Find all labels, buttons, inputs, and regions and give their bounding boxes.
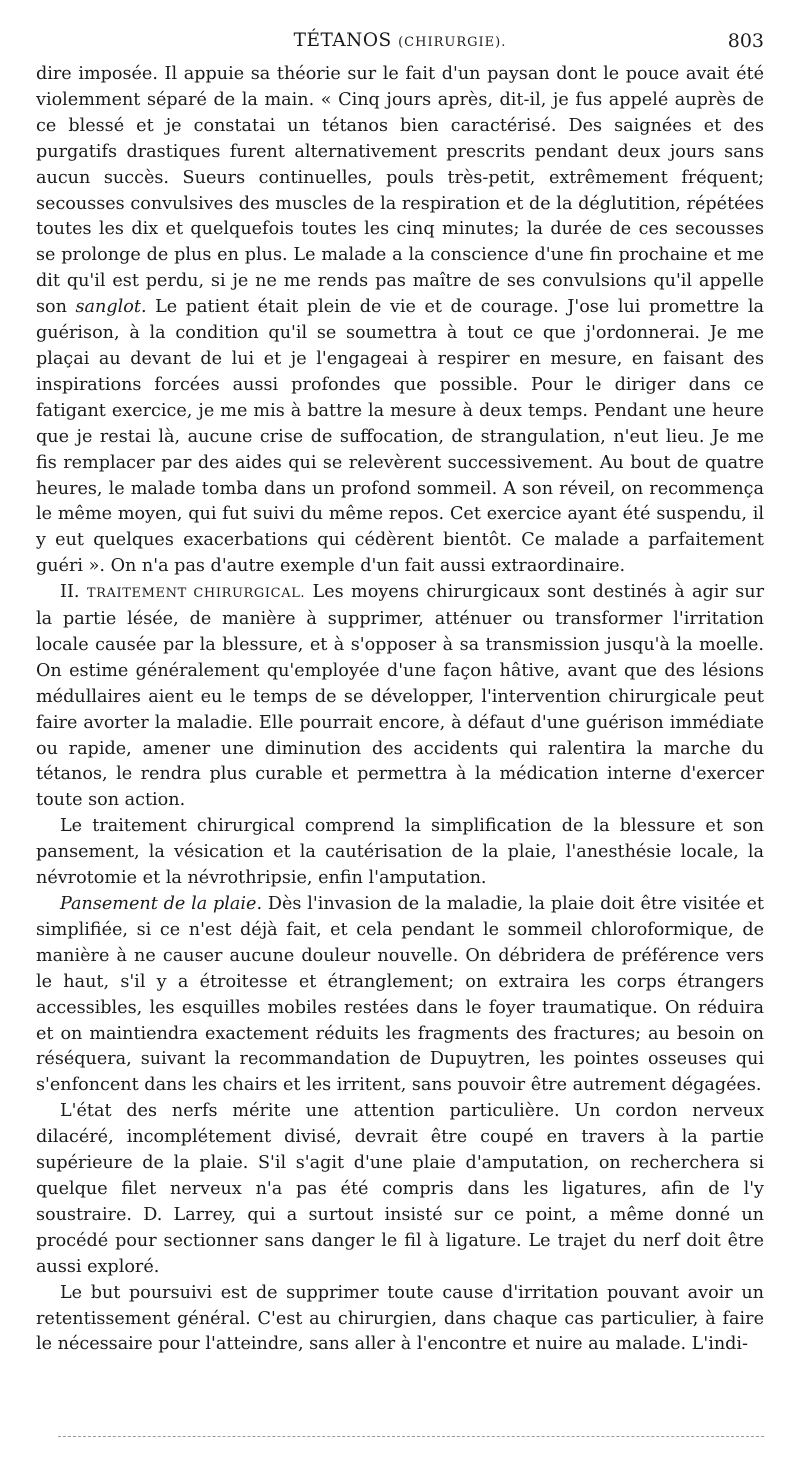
body-text (36, 62, 764, 1358)
paragraph (36, 1281, 764, 1359)
text-run: dire imposée. Il appuie sa théorie sur le fait d'un paysan dont le pouce avait été violemment séparé de la main. « Cinq jours après, dit-il, je fus appelé auprès de ce blessé et je constatai un tétanos bien caractérisé. Des saignées et des purgatifs drastiques furent alternativement prescrits pendant deux jours sans aucun succès. Sueurs continuelles, pouls très-petit, extrêmement fréquent; secousses convulsives des muscles de la respiration et de la déglutition, répétées toutes les dix et quelquefois toutes les cinq minutes; la durée de ces secousses se prolonge de plus en plus. Le malade a la conscience d'une fin prochaine et me dit qu'il est perdu, si je ne me rends pas maître de ses convulsions qu'il appelle son (36, 64, 764, 318)
page-number: 803 (727, 30, 764, 52)
text-run: Le traitement chirurgical comprend la simplification de la blessure et son pansement, la vésication et la cautérisation de la plaie, l'anesthésie locale, la névrotomie et la névrothripsie, enfin l'amputation. (36, 816, 764, 889)
running-title (36, 30, 764, 51)
paragraph (36, 892, 764, 1099)
text-run: Le but poursuivi est de supprimer toute cause d'irritation pouvant avoir un retentissement général. C'est au chirurgien, dans chaque cas particulier, à faire le nécessaire pour l'atteindre, sans aller à l'encontre et nuire au malade. L'indi- (36, 1282, 764, 1355)
paragraph (36, 62, 764, 580)
footer-rule (58, 1436, 764, 1437)
running-title-main: TÉTANOS (293, 30, 392, 51)
paragraph (36, 814, 764, 892)
paragraph (36, 580, 764, 814)
running-title-paren: (CHIRURGIE). (398, 35, 507, 50)
italic-run: Pansement de la plaie. (60, 894, 263, 914)
text-run: II. (60, 582, 87, 603)
text-run: L'état des nerfs mérite une attention particulière. Un cordon nerveux dilacéré, incomplétement divisé, devrait être coupé en travers à la partie supérieure de la plaie. S'il s'agit d'une plaie d'amputation, on recherchera si quelque filet nerveux n'a pas été compris dans les ligatures, afin de l'y soustraire. D. Larrey, qui a surtout insisté sur ce point, a même donné un procédé pour sectionner sans danger le fil à ligature. Le trajet du nerf doit être aussi exploré. (36, 1101, 764, 1277)
paragraph (36, 1099, 764, 1280)
text-run: Dès l'invasion de la maladie, la plaie doit être visitée et simplifiée, si ce n'est déjà fait, et cela pendant le sommeil chloroformique, de manière à ne causer aucune douleur nouvelle. On débridera de préférence vers le haut, s'il y a étroitesse et étranglement; on extraira les corps étrangers accessibles, les esquilles mobiles restées dans le foyer traumatique. On réduira et on maintiendra exactement réduits les fragments des fractures; au besoin on réséquera, suivant la recommandation de Dupuytren, les pointes osseuses qui s'enfoncent dans les chairs et les irritent, sans pouvoir être autrement dégagées. (36, 894, 764, 1096)
text-run: . Le patient était plein de vie et de courage. J'ose lui promettre la guérison, à la condition qu'il se soumettra à tout ce que j'ordonnerai. Je me plaçai au devant de lui et je l'engageai à respirer en mesure, en faisant des inspirations forcées aussi profondes que possible. Pour le diriger dans ce fatigant exercice, je me mis à battre la mesure à deux temps. Pendant une heure que je restai là, aucune crise de suffocation, de strangulation, n'eut lieu. Je me fis remplacer par des aides qui se relevèrent successivement. Au bout de quatre heures, le malade tomba dans un profond sommeil. A son réveil, on recommença le même moyen, qui fut suivi du même repos. Cet exercice ayant été suspendu, il y eut quelques exacerbations qui cédèrent bientôt. Ce malade a parfaitement guéri ». On n'a pas d'autre exemple d'un fait aussi extraordinaire. (36, 297, 764, 577)
text-run: Les moyens chirurgicaux sont destinés à agir sur la partie lésée, de manière à supprimer, atténuer ou transformer l'irritation locale causée par la blessure, et à s'opposer à sa transmission jusqu'à la moelle. On estime généralement qu'employée d'une façon hâtive, avant que des lésions médullaires aient eu le temps de se développer, l'intervention chirurgicale peut faire avorter la maladie. Elle pourrait encore, à défaut d'une guérison immédiate ou rapide, amener une diminution des accidents qui ralentira la marche du tétanos, le rendra plus curable et permettra à la médication interne d'exercer toute son action. (36, 582, 764, 811)
italic-run: sanglot (75, 297, 141, 318)
running-head (36, 30, 764, 56)
section-heading-run: TRAITEMENT CHIRURGICAL. (86, 586, 306, 602)
